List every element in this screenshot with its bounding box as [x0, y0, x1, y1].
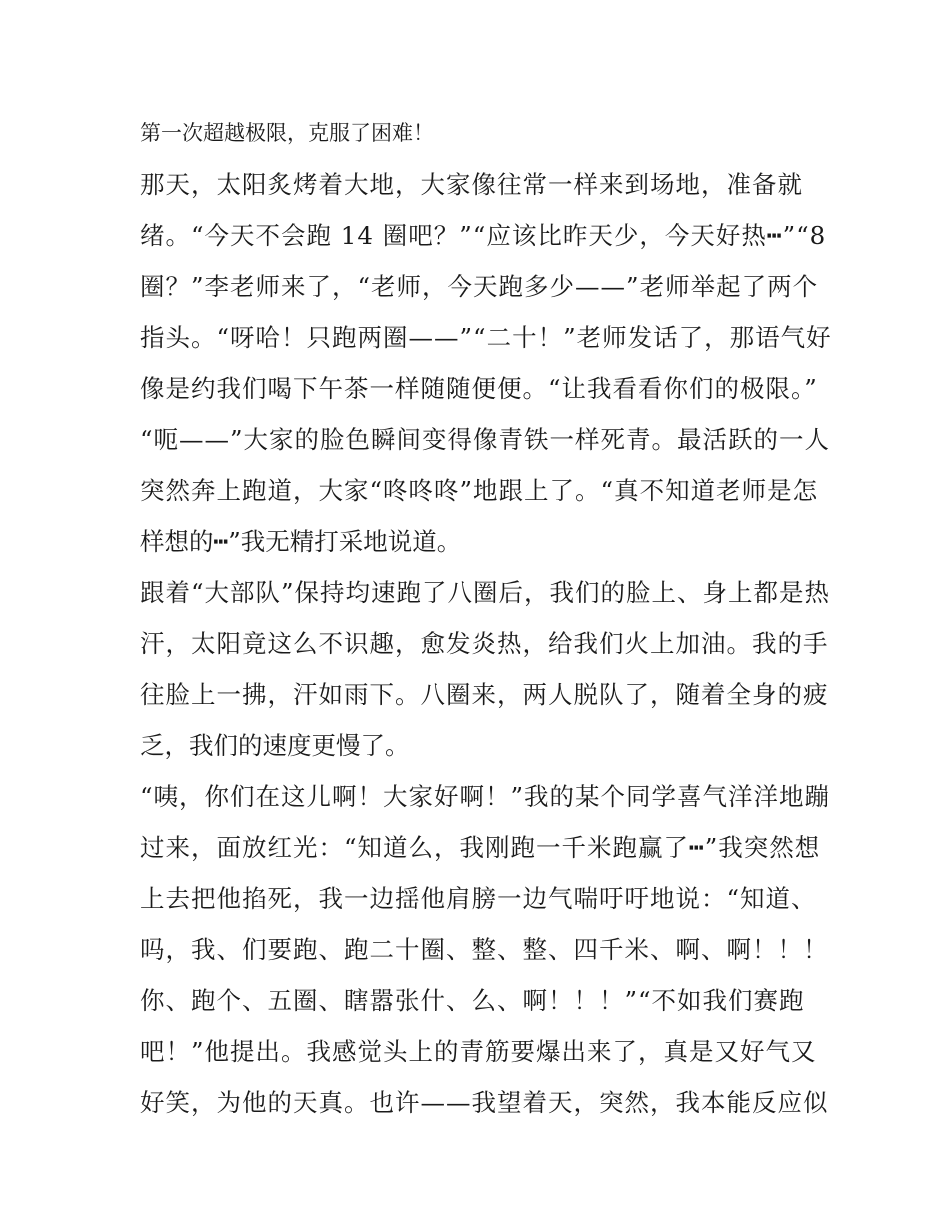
text-line: 样想的┅”我无精打采地说道。 [140, 527, 462, 556]
text-line: 圈？”李老师来了，“老师，今天跑多少——”老师举起了两个 [140, 272, 819, 301]
text-line: 突然奔上跑道，大家“咚咚咚”地跟上了。“真不知道老师是怎 [140, 476, 819, 505]
text-line: 那天，太阳炙烤着大地，大家像往常一样来到场地，准备就 [140, 170, 803, 199]
document-body [140, 108, 832, 1128]
text-line: “呃——”大家的脸色瞬间变得像青铁一样死青。最活跃的一人 [140, 425, 831, 454]
text-line: 上去把他掐死，我一边揺他肩膀一边气喘吁吁地说：“知道、 [140, 884, 817, 913]
text-line: 跟着“大部队”保持均速跑了八圈后，我们的脸上、身上都是热 [140, 578, 831, 607]
text-line: “咦，你们在这儿啊！大家好啊！”我的某个同学喜气洋洋地蹦 [140, 782, 831, 811]
text-line: 乏，我们的速度更慢了。 [140, 731, 410, 760]
text-line: 像是约我们喝下午茶一样随随便便。“让我看看你们的极限。” [140, 374, 818, 403]
text-line: 吧！”他提出。我感觉头上的青筋要爆出来了，真是又好气又 [140, 1037, 817, 1066]
text-line: 你、跑个、五圈、瞎嚣张什、么、啊！！！”“不如我们赛跑 [140, 986, 805, 1015]
text-line: 好笑，为他的天真。也许——我望着天，突然，我本能反应似 [140, 1088, 829, 1117]
text-line: 往脸上一拂，汗如雨下。八圈来，两人脱队了，随着全身的疲 [140, 680, 829, 709]
text-line: 过来，面放红光：“知道么，我刚跑一千米跑赢了┅”我突然想 [140, 833, 821, 862]
text-line: 绪。“今天不会跑 14 圈吧？”“应该比昨天少，今天好热┅”“8 [140, 221, 827, 250]
text-line: 吗，我、们要跑、跑二十圈、整、整、四千米、啊、啊！！！ [140, 935, 829, 964]
essay-title: 第一次超越极限，克服了困难！ [140, 121, 434, 145]
text-line: 指头。“呀哈！只跑两圈——”“二十！”老师发话了，那语气好 [140, 323, 832, 352]
text-line: 汗，太阳竟这么不识趣，愈发炎热，给我们火上加油。我的手 [140, 629, 829, 658]
